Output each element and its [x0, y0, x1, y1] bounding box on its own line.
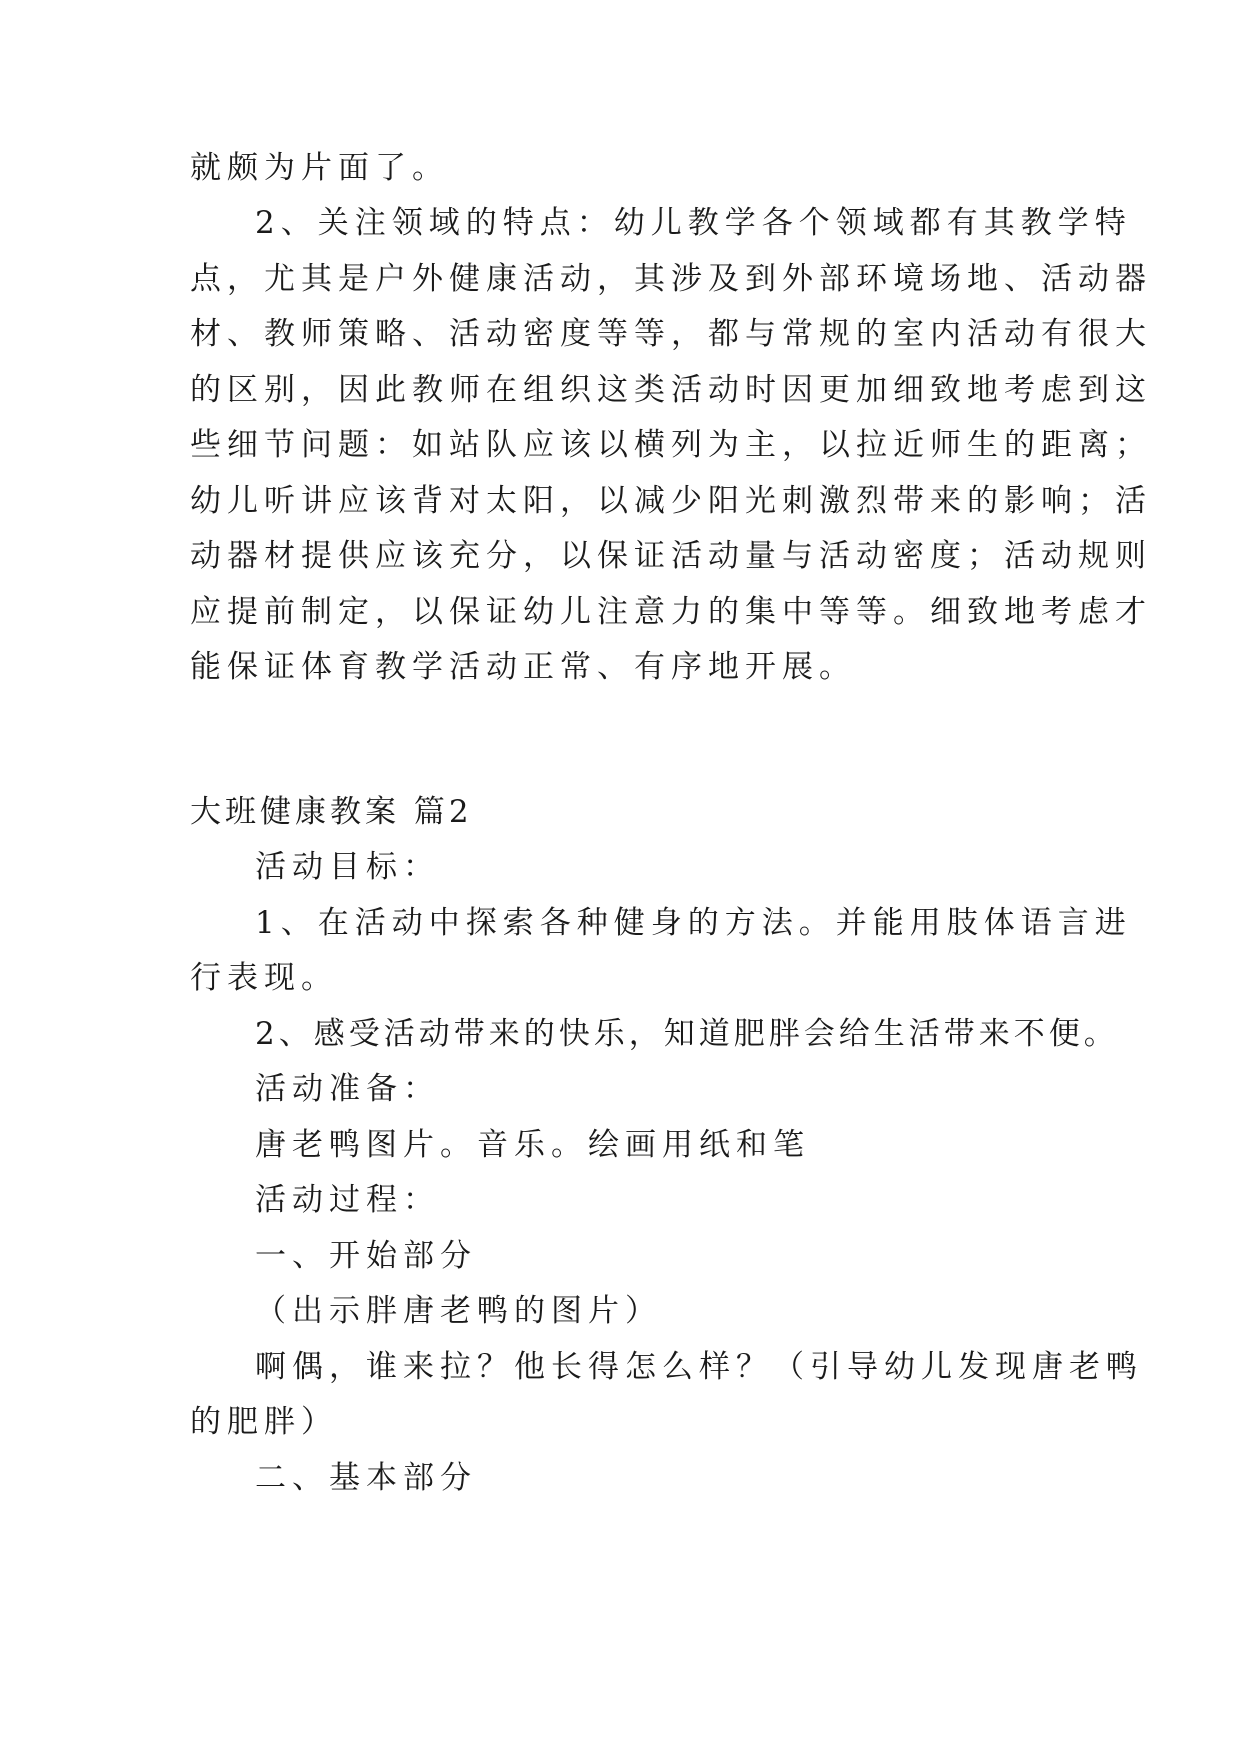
- paragraph-line: 幼儿听讲应该背对太阳，以减少阳光刺激烈带来的影响；活: [190, 483, 1152, 519]
- paragraph-line: 的区别，因此教师在组织这类活动时因更加细致地考虑到这: [190, 372, 1152, 408]
- paragraph-line: 行表现。: [190, 960, 338, 996]
- paragraph-line: 材、教师策略、活动密度等等，都与常规的室内活动有很大: [190, 316, 1152, 352]
- paragraph-line: 唐老鸭图片。音乐。绘画用纸和笔: [255, 1127, 810, 1163]
- paragraph-line: 二、基本部分: [255, 1460, 477, 1496]
- paragraph-line: 些细节问题：如站队应该以横列为主，以拉近师生的距离；: [190, 427, 1152, 463]
- paragraph-line: 动器材提供应该充分，以保证活动量与活动密度；活动规则: [190, 538, 1152, 574]
- paragraph-line: 活动目标：: [255, 849, 440, 885]
- paragraph-line: 啊偶，谁来拉？他长得怎么样？（引导幼儿发现唐老鸭: [255, 1349, 1143, 1385]
- paragraph-line: 2、感受活动带来的快乐，知道肥胖会给生活带来不便。: [255, 1016, 1119, 1052]
- paragraph-line: 应提前制定，以保证幼儿注意力的集中等等。细致地考虑才: [190, 594, 1152, 630]
- section-heading: 大班健康教案 篇2: [190, 794, 473, 830]
- paragraph-line: 能保证体育教学活动正常、有序地开展。: [190, 649, 856, 685]
- paragraph-line: 活动过程：: [255, 1182, 440, 1218]
- paragraph-line: 2、关注领域的特点：幼儿教学各个领域都有其教学特: [255, 205, 1132, 241]
- paragraph-line: （出示胖唐老鸭的图片）: [255, 1293, 662, 1329]
- paragraph-line: 点，尤其是户外健康活动，其涉及到外部环境场地、活动器: [190, 261, 1152, 297]
- paragraph-line: 就颇为片面了。: [190, 150, 449, 186]
- paragraph-line: 1、在活动中探索各种健身的方法。并能用肢体语言进: [255, 905, 1132, 941]
- paragraph-line: 的肥胖）: [190, 1404, 338, 1440]
- paragraph-line: 一、开始部分: [255, 1238, 477, 1274]
- paragraph-line: 活动准备：: [255, 1071, 440, 1107]
